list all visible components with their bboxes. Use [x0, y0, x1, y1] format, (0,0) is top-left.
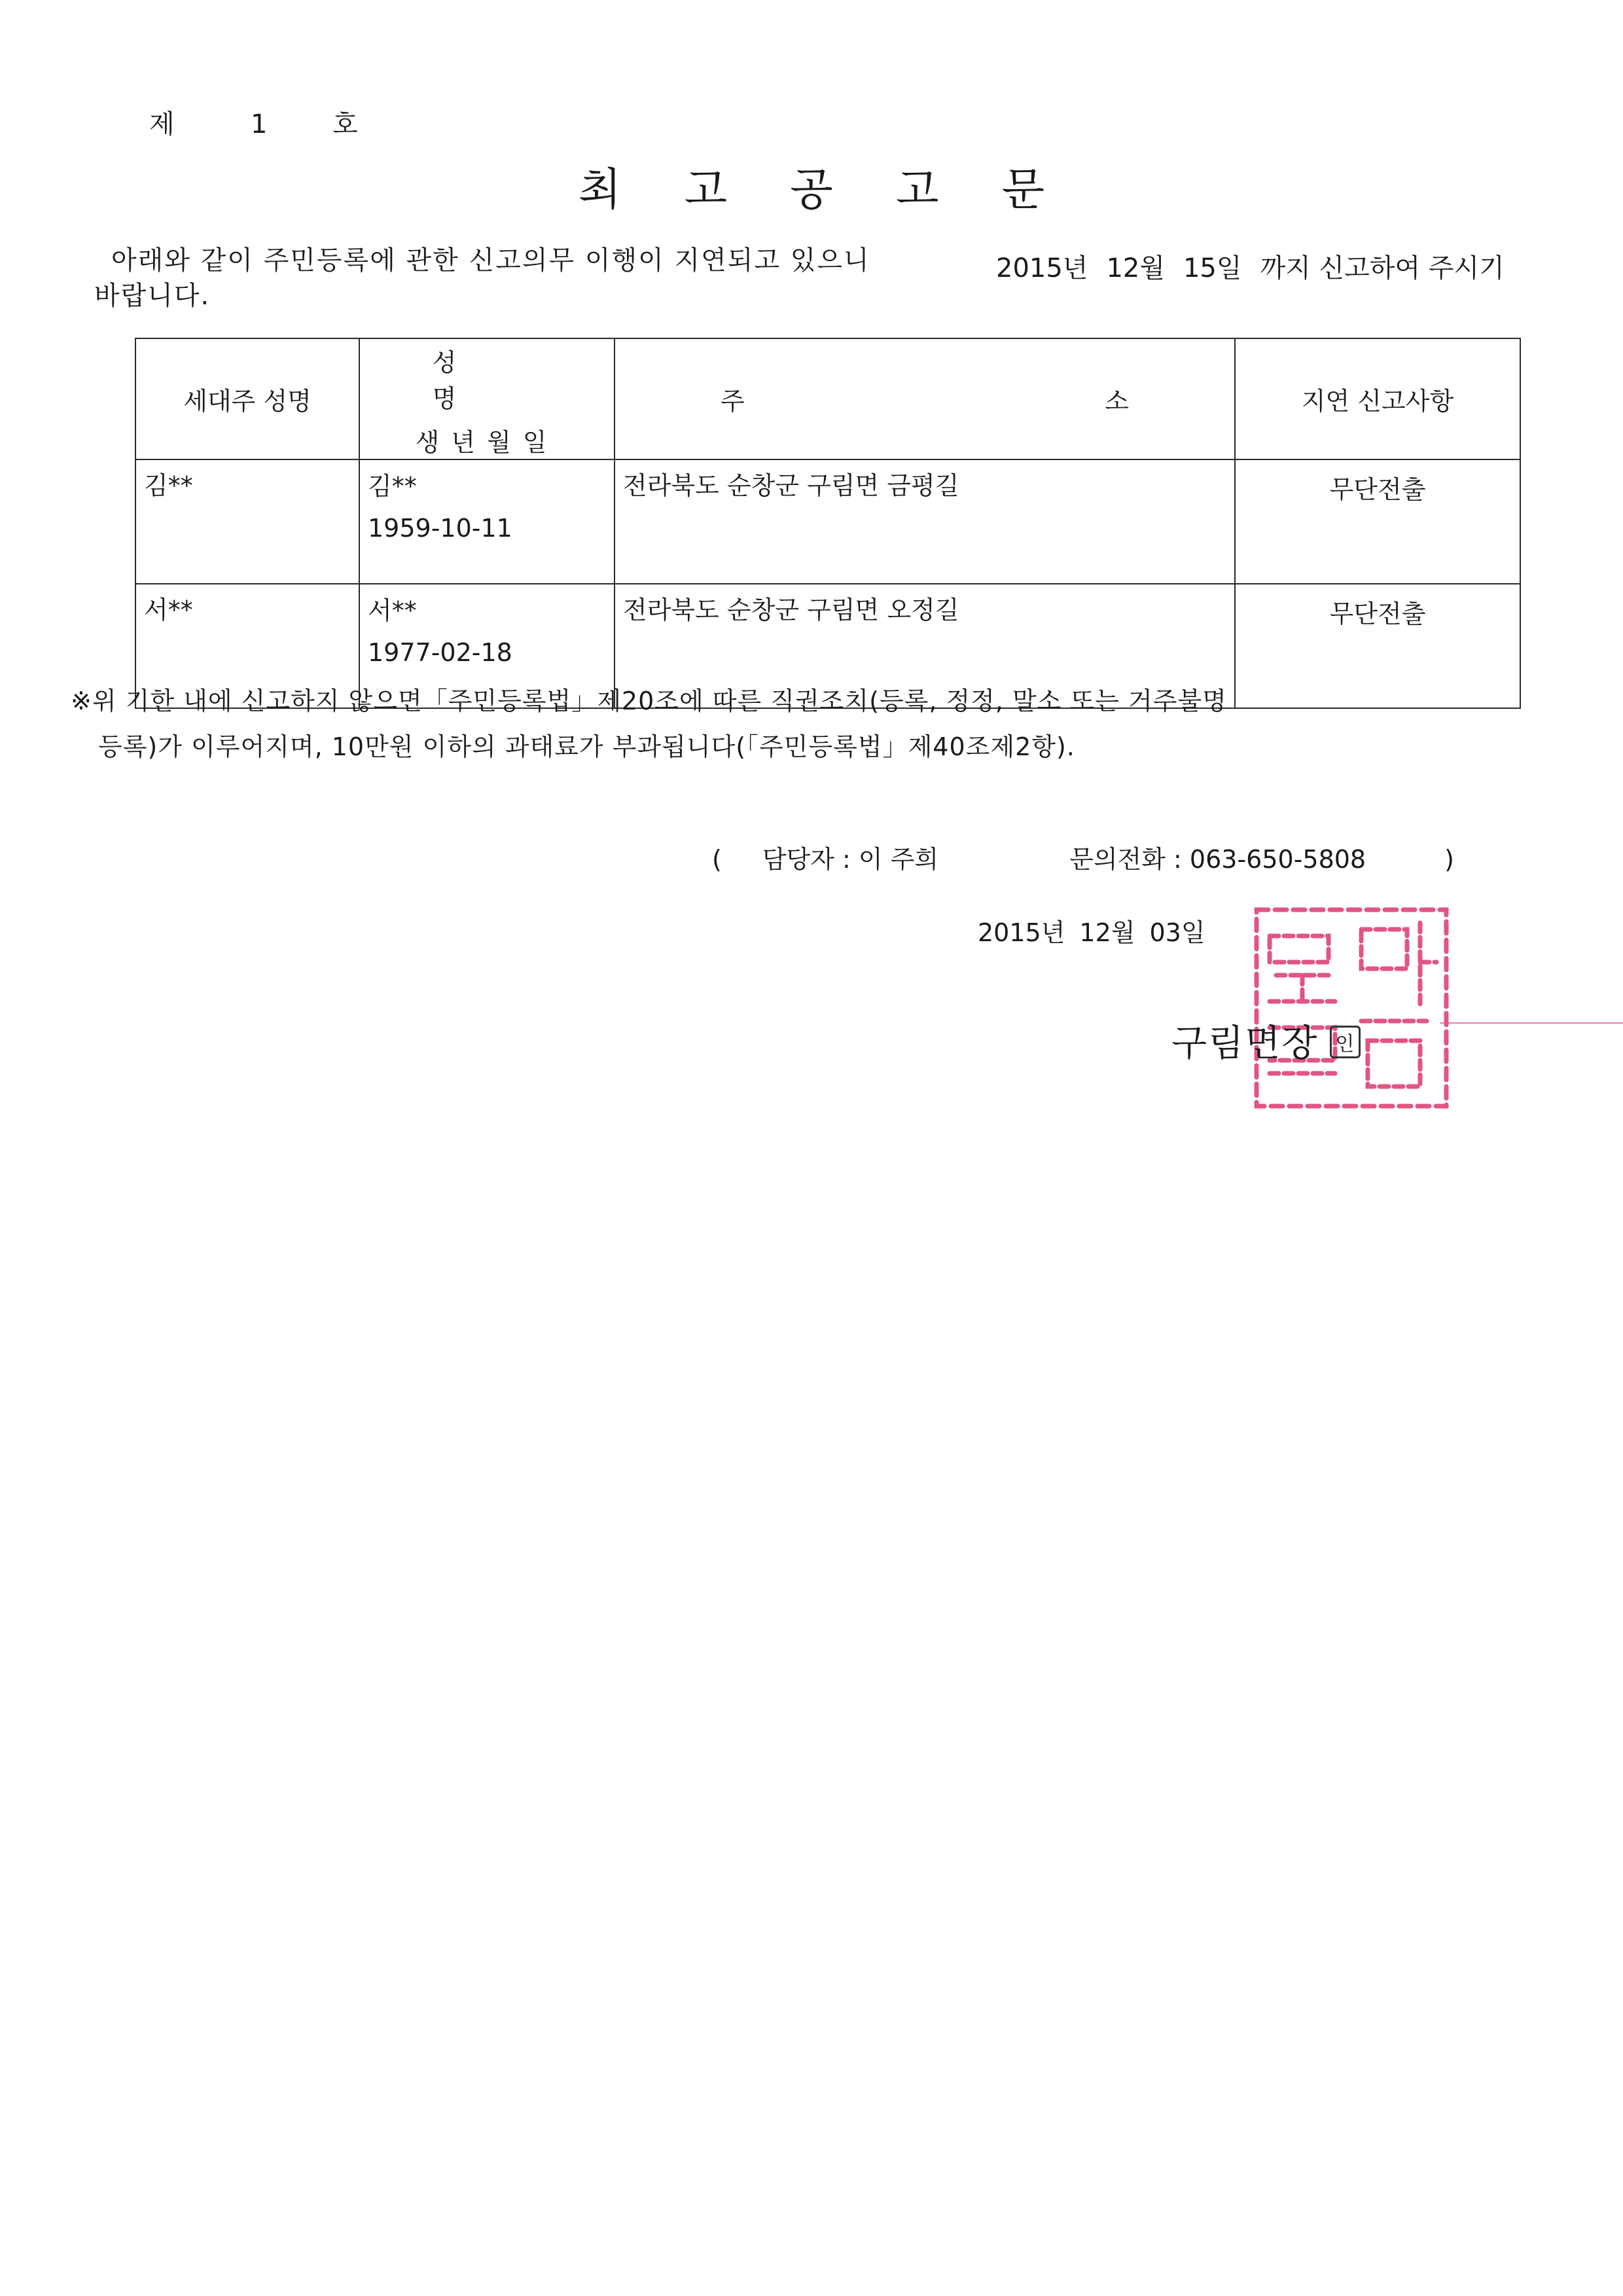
- doc-number-prefix: 제: [149, 109, 175, 139]
- header-name: 성 명: [432, 348, 542, 413]
- intro-line-1: 아래와 같이 주민등록에 관한 신고의무 이행이 지연되고 있으니: [111, 245, 870, 276]
- cell-birth: 1959-10-11: [368, 514, 512, 543]
- table-header-row: [135, 338, 1520, 459]
- seal-mark: 인: [1330, 1026, 1361, 1058]
- issue-month: 12월: [1079, 918, 1135, 947]
- cell-name: 서**: [368, 596, 417, 625]
- doc-number-suffix: 호: [332, 109, 358, 139]
- cell-address: 전라북도 순창군 구림면 금평길: [615, 459, 1235, 584]
- contact-phone: 문의전화 : 063-650-5808: [1069, 845, 1366, 874]
- deadline-month: 12월: [1106, 253, 1165, 283]
- header-name-birth: [359, 338, 615, 459]
- header-report: 지연 신고사항: [1235, 338, 1520, 459]
- cell-report: 무단전출: [1235, 584, 1520, 708]
- cell-household-head: 김**: [135, 459, 359, 584]
- header-birth: 생년월일: [415, 428, 559, 457]
- header-household-head: 세대주 성명: [135, 338, 359, 459]
- issue-date: [978, 912, 1205, 948]
- deadline-tail: 까지 신고하여 주시기: [1260, 253, 1505, 283]
- page-title: 최고공고문: [578, 164, 1108, 216]
- document-number: [149, 103, 358, 141]
- contact-person: 담당자 : 이 주희: [762, 845, 939, 874]
- cell-birth: 1977-02-18: [368, 638, 512, 667]
- cell-report: 무단전출: [1235, 459, 1520, 584]
- notice-line-1: ※위 기한 내에 신고하지 않으면「주민등록법」제20조에 따른 직권조치(등록, 정정, 말소 또는 거주불명: [71, 687, 1227, 715]
- header-address-a: 주: [721, 387, 745, 416]
- cell-household-head: 서**: [135, 584, 359, 708]
- deadline-text: [996, 247, 1523, 285]
- doc-number-value: 1: [251, 109, 268, 139]
- cell-address: 전라북도 순창군 구림면 오정길: [615, 584, 1235, 708]
- table-row: [135, 459, 1520, 584]
- signer-title: [1171, 1014, 1361, 1067]
- official-seal-stamp: [1230, 897, 1466, 1119]
- contact-open-paren: (: [712, 845, 722, 874]
- header-address: [615, 338, 1235, 459]
- cell-name: 김**: [368, 472, 417, 501]
- deadline-year: 2015년: [996, 253, 1088, 283]
- signer-name: 구림면장: [1171, 1022, 1319, 1065]
- seal-edge-line: [1440, 1022, 1623, 1024]
- contact-close-paren: ): [1444, 845, 1454, 874]
- intro-line-2: 바랍니다.: [94, 281, 211, 311]
- overdue-list-table: [135, 338, 1521, 709]
- contact-info: [712, 839, 1454, 875]
- header-address-b: 소: [1105, 387, 1129, 416]
- deadline-day: 15일: [1183, 253, 1242, 283]
- issue-year: 2015년: [978, 918, 1065, 947]
- issue-day: 03일: [1149, 918, 1205, 947]
- notice-line-2: 등록)가 이루어지며, 10만원 이하의 과태료가 부과됩니다(「주민등록법」제40조제2항).: [98, 732, 1075, 761]
- cell-name-birth: [359, 459, 615, 584]
